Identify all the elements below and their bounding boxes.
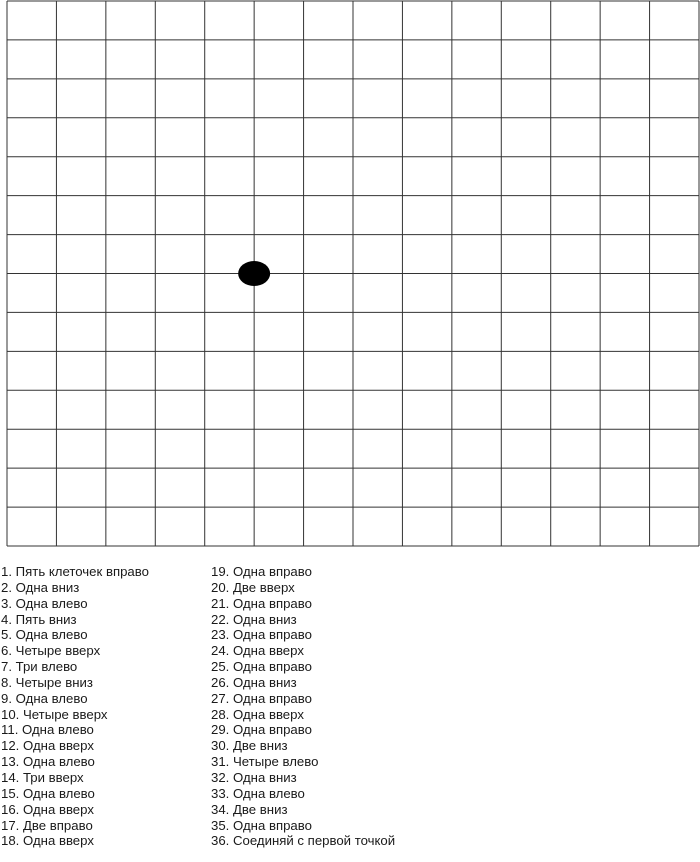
instruction-item: 14. Три вверх (1, 769, 84, 785)
instruction-item: 18. Одна вверх (1, 833, 94, 849)
instruction-item: 8. Четыре вниз (1, 674, 93, 690)
instruction-item: 33. Одна влево (211, 785, 305, 801)
instruction-item: 17. Две вправо (1, 817, 93, 833)
instruction-item: 5. Одна влево (1, 627, 88, 643)
instruction-item: 28. Одна вверх (211, 706, 304, 722)
start-dot (238, 261, 270, 286)
instruction-item: 23. Одна вправо (211, 627, 312, 643)
instructions-left-column (1, 564, 149, 849)
instructions-right-column (211, 564, 395, 849)
instruction-item: 24. Одна вверх (211, 643, 304, 659)
instruction-item: 26. Одна вниз (211, 674, 297, 690)
instruction-item: 6. Четыре вверх (1, 643, 101, 659)
instruction-item: 4. Пять вниз (1, 611, 77, 627)
instruction-item: 36. Соединяй с первой точкой (211, 833, 396, 849)
instruction-item: 16. Одна вверх (1, 801, 94, 817)
instruction-item: 7. Три влево (1, 659, 78, 675)
instruction-item: 1. Пять клеточек вправо (1, 564, 149, 579)
instruction-item: 29. Одна вправо (211, 722, 312, 738)
instruction-item: 21. Одна вправо (211, 595, 312, 611)
instruction-item: 19. Одна вправо (211, 564, 312, 579)
instruction-item: 10. Четыре вверх (1, 706, 108, 722)
instruction-item: 31. Четыре влево (211, 754, 319, 770)
instruction-item: 15. Одна влево (1, 785, 95, 801)
instruction-item: 13. Одна влево (1, 754, 95, 770)
instruction-item: 34. Две вниз (211, 801, 288, 817)
instruction-item: 22. Одна вниз (211, 611, 297, 627)
instruction-item: 35. Одна вправо (211, 817, 312, 833)
instruction-item: 32. Одна вниз (211, 769, 297, 785)
instruction-item: 30. Две вниз (211, 738, 288, 754)
instructions-list (0, 564, 700, 860)
instruction-item: 27. Одна вправо (211, 690, 312, 706)
instruction-item: 2. Одна вниз (1, 579, 80, 595)
instruction-item: 12. Одна вверх (1, 738, 94, 754)
instruction-item: 9. Одна влево (1, 690, 88, 706)
instruction-item: 3. Одна влево (1, 595, 88, 611)
instruction-item: 25. Одна вправо (211, 659, 312, 675)
instruction-item: 11. Одна влево (1, 722, 94, 738)
instruction-item: 20. Две вверх (211, 579, 295, 595)
